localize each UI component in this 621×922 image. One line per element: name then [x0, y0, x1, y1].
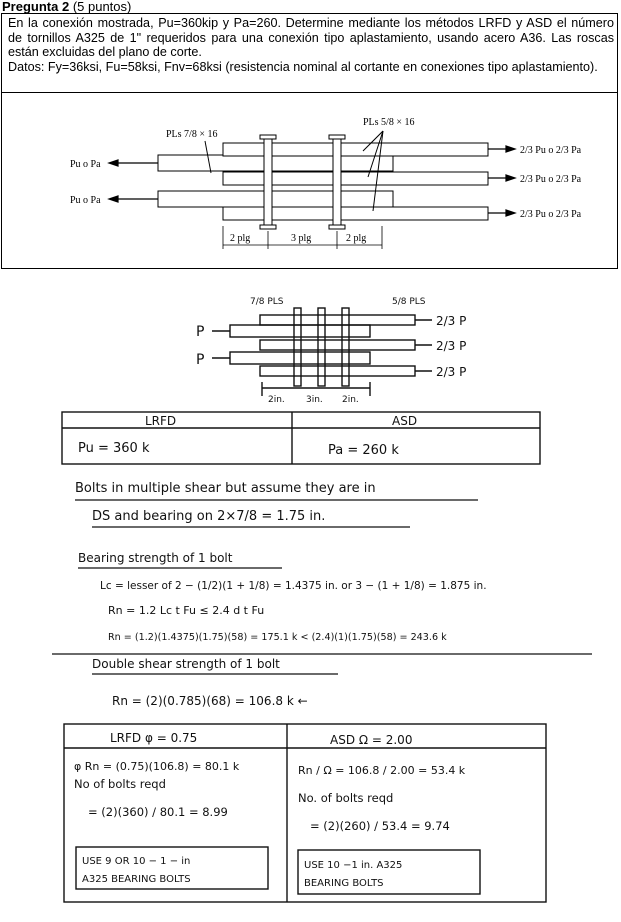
problem-box	[1, 13, 618, 269]
problem-divider	[2, 92, 617, 93]
problem-text	[8, 16, 614, 74]
question-header	[2, 0, 131, 14]
asd-line-1: Rn / Ω = 106.8 / 2.00 = 53.4 k	[298, 764, 466, 777]
sketch-out-3: 2/3 P	[436, 365, 467, 379]
load-left-top: Pu o Pa	[70, 159, 101, 170]
table1-lrfd-head: LRFD	[145, 414, 177, 428]
bolt-1-nut	[260, 225, 276, 229]
bolt-2-nut	[329, 225, 345, 229]
handwritten-solution	[0, 280, 621, 922]
asd-box-line-2: BEARING BOLTS	[304, 878, 384, 889]
question-number: Pregunta 2	[2, 0, 70, 14]
load-right-3: 2/3 Pu o 2/3 Pa	[520, 209, 582, 220]
bolt-2-head	[329, 135, 345, 139]
sketch-dim-2: 3in.	[306, 395, 323, 405]
table2-asd-head: ASD Ω = 2.00	[330, 733, 413, 747]
lc-line: Lc = lesser of 2 − (1/2)(1 + 1/8) = 1.4375 in. or 3 − (1 + 1/8) = 1.875 in.	[100, 580, 487, 592]
sketch-plate-left: 7/8 PLS	[250, 297, 284, 307]
bearing-title: Bearing strength of 1 bolt	[78, 551, 233, 565]
dim-1: 2 plg	[230, 233, 251, 244]
sketch-dim-1: 2in.	[268, 395, 285, 405]
connection-figure	[8, 111, 613, 271]
lrfd-line-1: φ Rn = (0.75)(106.8) = 80.1 k	[74, 760, 240, 773]
sketch-out-2: 2/3 P	[436, 339, 467, 353]
asd-box-line-1: USE 10 −1 in. A325	[304, 860, 403, 871]
problem-statement: En la conexión mostrada, Pu=360kip y Pa=260. Determine mediante los métodos LRFD y ASD el número de tornillos A325 de 1" requeridos para una conexión tipo aplastamiento, usando acero A36. Las roscas están excluidas del plano de corte.	[8, 16, 614, 60]
shear-calc: Rn = (2)(0.785)(68) = 106.8 k ←	[112, 694, 308, 708]
right-plate-1	[223, 143, 488, 156]
sketch-dim-3: 2in.	[342, 395, 359, 405]
sketch-plate-right: 5/8 PLS	[392, 297, 426, 307]
left-plate-label: PLs 7/8 × 16	[166, 129, 218, 140]
load-right-2: 2/3 Pu o 2/3 Pa	[520, 174, 582, 185]
table1-asd-head: ASD	[392, 414, 418, 428]
right-plate-3	[223, 207, 488, 220]
solution-sketch	[212, 308, 432, 396]
left-plate-top	[158, 155, 393, 171]
table1-asd-val: Pa = 260 k	[328, 443, 399, 458]
rn-calc: Rn = (1.2)(1.4375)(1.75)(58) = 175.1 k < (2.4)(1)(1.75)(58) = 243.6 k	[108, 632, 447, 643]
table1-lrfd-val: Pu = 360 k	[78, 441, 150, 456]
sketch-p-bottom: P	[196, 352, 205, 368]
lrfd-box-line-1: USE 9 OR 10 − 1 − in	[82, 856, 191, 867]
sketch-out-1: 2/3 P	[436, 314, 467, 328]
dim-3: 2 plg	[346, 233, 367, 244]
problem-data: Datos: Fy=36ksi, Fu=58ksi, Fnv=68ksi (resistencia nominal al cortante en conexiones tipo aplastamiento).	[8, 59, 598, 74]
note-line-2: DS and bearing on 2×7/8 = 1.75 in.	[92, 509, 326, 524]
table1-frame	[62, 412, 540, 464]
asd-line-2: No. of bolts reqd	[298, 791, 394, 805]
question-points: (5 puntos)	[72, 0, 132, 14]
asd-line-3: = (2)(260) / 53.4 = 9.74	[310, 819, 450, 833]
shear-title: Double shear strength of 1 bolt	[92, 657, 280, 671]
lrfd-line-2: No of bolts reqd	[74, 777, 166, 791]
note-line-1: Bolts in multiple shear but assume they are in	[75, 481, 376, 496]
rn-line: Rn = 1.2 Lc t Fu ≤ 2.4 d t Fu	[108, 604, 265, 617]
dim-2: 3 plg	[291, 233, 312, 244]
bolt-2	[333, 137, 341, 227]
load-left-bottom: Pu o Pa	[70, 195, 101, 206]
load-right-1: 2/3 Pu o 2/3 Pa	[520, 145, 582, 156]
sketch-p-top: P	[196, 324, 205, 340]
table2-lrfd-head: LRFD φ = 0.75	[110, 731, 198, 745]
bolt-1-head	[260, 135, 276, 139]
lrfd-box-line-2: A325 BEARING BOLTS	[82, 874, 191, 885]
bolt-1	[264, 137, 272, 227]
left-plate-bottom	[158, 191, 393, 207]
right-plate-label: PLs 5/8 × 16	[363, 117, 415, 128]
right-plate-2	[223, 172, 488, 185]
lrfd-line-3: = (2)(360) / 80.1 = 8.99	[88, 805, 228, 819]
